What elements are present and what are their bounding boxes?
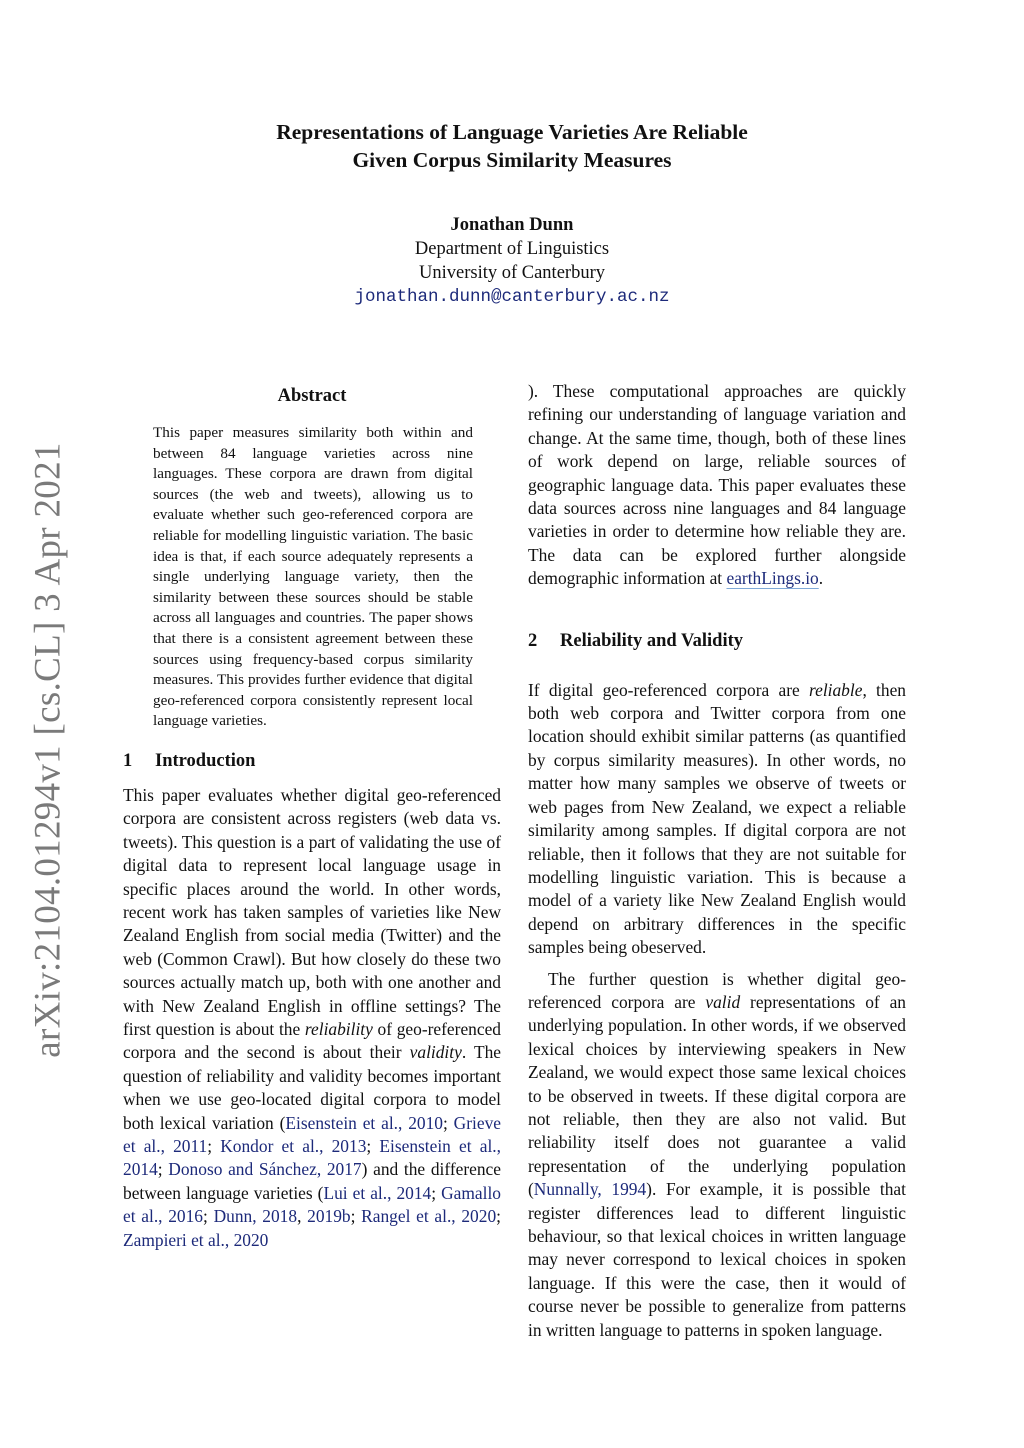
text-run: The further question is whether digital geo-referenced corpora are <box>528 968 906 1012</box>
validity-paragraph <box>528 968 906 1343</box>
emphasis: valid <box>705 991 741 1012</box>
text-run: of geo-referenced corpora and the second is about their <box>123 1018 501 1063</box>
text-run: representations of an underlying population. In other words, if we observed lexical choices by interviewing speakers in New Zealand, we would expect those same lexical choices to be observed in tweets. If these digital corpora are not reliable, then they are also not valid. But reliability itself does not guarantee a valid representation of the underlying population ( <box>528 991 906 1200</box>
text-run: ). For example, it is possible that register differences lead to different linguistic behaviour, so that lexical choices in written language may never correspond to lexical choices in spoken language. If this were the case, then it would of course never be possible to generalize from patterns in written language to patterns in spoken language. <box>528 1179 906 1340</box>
text-run: If digital geo-referenced corpora are <box>528 679 809 700</box>
citation-link[interactable]: 2019b <box>307 1206 351 1227</box>
author-name: Jonathan Dunn <box>450 215 574 235</box>
citation-link[interactable]: Kondor et al., 2013 <box>220 1136 367 1156</box>
citation-link[interactable]: Eisenstein et al., 2010 <box>285 1112 443 1133</box>
abstract-heading: Abstract <box>277 386 347 406</box>
title-line-1: Representations of Language Varieties Are Reliable <box>276 120 748 144</box>
intro-paragraph: This paper evaluates whether digital geo-referenced corpora are consistent across registers (web data vs. tweets). This question is a part of validating the use of digital data to represent local language usage in specific places around the world. In other words, recent work has taken samples of varieties like New Zealand English from social media (Twitter) and the web (Common Crawl). But how closely do these two sources actually match up, both with one another and with New Zealand English in offline settings? The first question is about the reliability of geo-referenced corpora and the second is about their validity. The question of reliability and validity becomes important when we use geo-located digital corpora to model both lexical variation (Eisenstein et al., 2010; Grieve et al., 2011; Kondor et al., 2013; Eisenstein et al., 2014; Donoso and Sánchez, 2017) and the difference between language varieties (Lui et al., 2014; Gamallo et al., 2016; Dunn, 2018, 2019b; Rangel et al., 2020; Zampieri et al., 2020 <box>123 784 501 1250</box>
earthlings-link[interactable]: earthLings.io <box>726 568 819 589</box>
author-block <box>0 213 1024 309</box>
emphasis: reliability <box>304 1018 373 1039</box>
left-column <box>123 380 501 1252</box>
section-title: Introduction <box>155 750 256 771</box>
section-heading-reliability <box>528 629 906 653</box>
intro-paragraph-continued <box>528 380 906 591</box>
text-run: ) and the difference between language varieties ( <box>123 1159 501 1203</box>
reliability-paragraph <box>528 679 906 960</box>
citation-link[interactable]: Eisenstein et al., 2014 <box>123 1136 501 1180</box>
text-run: , then both web corpora and Twitter corpora from one location should exhibit similar patterns (as quantified by corpus similarity measures). In other words, no matter how many samples we observe of tweets or web pages from New Zealand, we expect a reliable similarity among samples. If digital corpora are not reliable, then it follows that they are not suitable for modelling linguistic variation. This is because a model of a variety like New Zealand English would depend on arbitrary differences in the specific samples being obeserved. <box>528 679 906 958</box>
citation-link[interactable]: Rangel et al., 2020 <box>361 1206 497 1227</box>
text-run: This paper evaluates whether digital geo-referenced corpora are consistent across registers (web data vs. tweets). This question is a part of validating the use of digital data to represent local language usage in specific places around the world. In other words, recent work has taken samples of varieties like New Zealand English from social media (Twitter) and the web (Common Crawl). But how closely do these two sources actually match up, both with one another and with New Zealand English in offline settings? The first question is about the <box>123 784 501 1039</box>
author-email[interactable]: jonathan.dunn@canterbury.ac.nz <box>354 287 670 307</box>
citation-link[interactable]: Nunnally, 1994 <box>533 1179 647 1200</box>
arxiv-stamp-text: arXiv:2104.01294v1 [cs.CL] 3 Apr 2021 <box>27 442 69 1058</box>
text-run: . The question of reliability and validity becomes important when we use geo-located digital corpora to model both lexical variation ( <box>123 1042 501 1133</box>
abstract-text: This paper measures similarity both within and between 84 language varieties across nine languages. These corpora are drawn from digital sources (the web and tweets), allowing us to evaluate whether such geo-referenced corpora are reliable for modelling linguistic variation. The basic idea is that, if each source adequately represents a single underlying language variety, then the similarity between these sources should be stable across all languages and countries. The paper shows that there is a consistent agreement between these sources using frequency-based corpus similarity measures. This provides further evidence that digital geo-referenced corpora consistently represent local language varieties. <box>153 424 473 730</box>
emphasis: reliable <box>808 679 863 700</box>
section-number: 1 <box>123 750 133 771</box>
section-number: 2 <box>528 630 538 651</box>
emphasis: validity <box>409 1042 462 1063</box>
author-university: University of Canterbury <box>419 263 605 283</box>
paper-title <box>0 118 1024 174</box>
text-run: ). These computational approaches are quickly refining our understanding of language variation and change. At the same time, though, both of these lines of work depend on large, reliable sources of geographic language data. This paper evaluates these data sources across nine languages and 84 language varieties in order to determine how reliable they are. The data can be explored further alongside demographic information at <box>528 381 906 589</box>
citation-link[interactable]: Gamallo et al., 2016 <box>123 1182 501 1227</box>
title-line-2: Given Corpus Similarity Measures <box>352 148 672 172</box>
citation-link[interactable]: Lui et al., 2014 <box>323 1182 432 1203</box>
citation-link[interactable]: Dunn, 2018 <box>213 1206 298 1227</box>
text-run: . <box>818 568 824 589</box>
citation-link[interactable]: Donoso and Sánchez, 2017 <box>168 1159 362 1180</box>
section-title: Reliability and Validity <box>560 630 743 651</box>
arxiv-stamp <box>18 442 78 1058</box>
right-column <box>528 380 906 1342</box>
citation-link[interactable]: Zampieri et al., 2020 <box>123 1229 269 1250</box>
section-heading-introduction <box>123 749 501 773</box>
citation-link[interactable]: Grieve et al., 2011 <box>123 1112 501 1156</box>
author-department: Department of Linguistics <box>414 239 610 259</box>
